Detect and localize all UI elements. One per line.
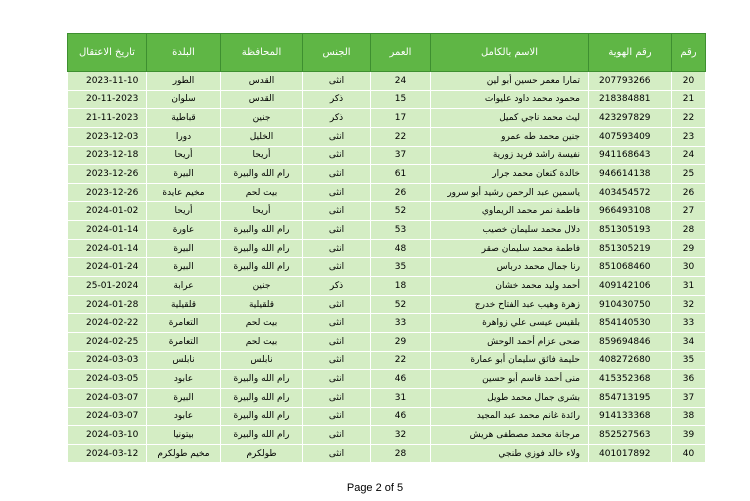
cell-arrest-date: 2024-03-05 <box>68 370 147 389</box>
cell-town: مخيم عايدة <box>147 183 221 202</box>
table-row <box>68 332 706 351</box>
cell-governorate: رام الله والبيرة <box>221 258 303 277</box>
cell-arrest-date: 2024-01-28 <box>68 295 147 314</box>
cell-seq: 35 <box>672 351 706 370</box>
cell-id-number: 941168643 <box>589 146 672 165</box>
cell-age: 61 <box>371 165 431 184</box>
cell-id-number: 401017892 <box>589 444 672 463</box>
cell-arrest-date: 2023-12-03 <box>68 127 147 146</box>
cell-town: عاورة <box>147 221 221 240</box>
cell-town: التعامرة <box>147 332 221 351</box>
cell-seq: 24 <box>672 146 706 165</box>
cell-age: 28 <box>371 444 431 463</box>
cell-id-number: 409142106 <box>589 277 672 296</box>
cell-age: 46 <box>371 370 431 389</box>
table-body <box>68 72 706 463</box>
cell-gender: انثى <box>303 72 371 91</box>
cell-arrest-date: 2024-01-24 <box>68 258 147 277</box>
cell-gender: انثى <box>303 221 371 240</box>
cell-town: بيتونيا <box>147 426 221 445</box>
column-header-full-name: الاسم بالكامل <box>431 34 589 72</box>
cell-governorate: القدس <box>221 72 303 91</box>
cell-full-name: محمود محمد داود عليوات <box>431 90 589 109</box>
table-row <box>68 370 706 389</box>
table-row <box>68 146 706 165</box>
table-row <box>68 388 706 407</box>
cell-seq: 28 <box>672 221 706 240</box>
cell-arrest-date: 2024-03-10 <box>68 426 147 445</box>
cell-governorate: الخليل <box>221 127 303 146</box>
cell-seq: 21 <box>672 90 706 109</box>
cell-gender: انثى <box>303 146 371 165</box>
cell-id-number: 423297829 <box>589 109 672 128</box>
cell-town: البيرة <box>147 388 221 407</box>
cell-seq: 25 <box>672 165 706 184</box>
cell-arrest-date: 2024-03-03 <box>68 351 147 370</box>
cell-seq: 29 <box>672 239 706 258</box>
cell-gender: انثى <box>303 426 371 445</box>
cell-governorate: جنين <box>221 277 303 296</box>
cell-age: 33 <box>371 314 431 333</box>
cell-full-name: بشرى جمال محمد طويل <box>431 388 589 407</box>
table-row <box>68 277 706 296</box>
cell-full-name: ياسمين عبد الرحمن رشيد أبو سرور <box>431 183 589 202</box>
cell-age: 17 <box>371 109 431 128</box>
table-row <box>68 72 706 91</box>
table-row <box>68 295 706 314</box>
cell-age: 29 <box>371 332 431 351</box>
column-header-town: البلدة <box>147 34 221 72</box>
cell-id-number: 851305219 <box>589 239 672 258</box>
cell-town: دورا <box>147 127 221 146</box>
table-row <box>68 444 706 463</box>
cell-arrest-date: 2024-02-22 <box>68 314 147 333</box>
cell-governorate: رام الله والبيرة <box>221 239 303 258</box>
cell-seq: 27 <box>672 202 706 221</box>
table-row <box>68 426 706 445</box>
cell-gender: انثى <box>303 314 371 333</box>
cell-town: نابلس <box>147 351 221 370</box>
cell-id-number: 946614138 <box>589 165 672 184</box>
cell-id-number: 914133368 <box>589 407 672 426</box>
cell-full-name: حليمة فائق سليمان أبو عمارة <box>431 351 589 370</box>
cell-age: 18 <box>371 277 431 296</box>
cell-id-number: 859694846 <box>589 332 672 351</box>
cell-governorate: رام الله والبيرة <box>221 388 303 407</box>
table-header-row <box>68 34 706 72</box>
cell-full-name: خالدة كنعان محمد جرار <box>431 165 589 184</box>
cell-id-number: 851305193 <box>589 221 672 240</box>
cell-gender: انثى <box>303 388 371 407</box>
cell-town: قباطية <box>147 109 221 128</box>
cell-full-name: ضحى عزام أحمد الوحش <box>431 332 589 351</box>
cell-id-number: 415352368 <box>589 370 672 389</box>
cell-town: أريحا <box>147 202 221 221</box>
cell-age: 48 <box>371 239 431 258</box>
cell-gender: انثى <box>303 407 371 426</box>
cell-town: البيرة <box>147 165 221 184</box>
cell-governorate: أريحا <box>221 146 303 165</box>
cell-seq: 40 <box>672 444 706 463</box>
cell-full-name: زهرة وهيب عبد الفتاح خدرج <box>431 295 589 314</box>
cell-seq: 36 <box>672 370 706 389</box>
cell-gender: انثى <box>303 258 371 277</box>
cell-governorate: بيت لحم <box>221 314 303 333</box>
cell-id-number: 854140530 <box>589 314 672 333</box>
table-row <box>68 109 706 128</box>
cell-seq: 39 <box>672 426 706 445</box>
column-header-gender: الجنس <box>303 34 371 72</box>
cell-arrest-date: 21-11-2023 <box>68 109 147 128</box>
cell-seq: 31 <box>672 277 706 296</box>
cell-seq: 23 <box>672 127 706 146</box>
cell-town: عابود <box>147 370 221 389</box>
cell-age: 26 <box>371 183 431 202</box>
cell-town: عابود <box>147 407 221 426</box>
cell-age: 53 <box>371 221 431 240</box>
cell-arrest-date: 2023-12-18 <box>68 146 147 165</box>
cell-arrest-date: 2023-12-26 <box>68 165 147 184</box>
cell-arrest-date: 2024-01-14 <box>68 239 147 258</box>
cell-gender: ذكر <box>303 109 371 128</box>
cell-id-number: 408272680 <box>589 351 672 370</box>
cell-arrest-date: 2023-11-10 <box>68 72 147 91</box>
cell-full-name: جنين محمد طه عمرو <box>431 127 589 146</box>
cell-full-name: منى أحمد قاسم أبو حسين <box>431 370 589 389</box>
column-header-arrest-date: تاريخ الاعتقال <box>68 34 147 72</box>
detainees-table-container <box>67 33 705 463</box>
cell-arrest-date: 2024-01-02 <box>68 202 147 221</box>
table-row <box>68 258 706 277</box>
cell-arrest-date: 25-01-2024 <box>68 277 147 296</box>
cell-id-number: 910430750 <box>589 295 672 314</box>
cell-town: قلقيلية <box>147 295 221 314</box>
cell-full-name: رنا جمال محمد درباس <box>431 258 589 277</box>
cell-town: الطور <box>147 72 221 91</box>
cell-gender: ذكر <box>303 277 371 296</box>
table-row <box>68 127 706 146</box>
cell-full-name: فاطمة نمر محمد الريماوي <box>431 202 589 221</box>
cell-gender: انثى <box>303 239 371 258</box>
table-row <box>68 90 706 109</box>
cell-governorate: بيت لحم <box>221 332 303 351</box>
cell-id-number: 851068460 <box>589 258 672 277</box>
cell-age: 15 <box>371 90 431 109</box>
cell-town: أريحا <box>147 146 221 165</box>
cell-governorate: أريحا <box>221 202 303 221</box>
cell-full-name: مرجانة محمد مصطفى هريش <box>431 426 589 445</box>
cell-gender: انثى <box>303 444 371 463</box>
cell-id-number: 854713195 <box>589 388 672 407</box>
cell-arrest-date: 20-11-2023 <box>68 90 147 109</box>
column-header-seq: رقم <box>672 34 706 72</box>
cell-gender: انثى <box>303 351 371 370</box>
cell-town: البيرة <box>147 239 221 258</box>
table-row <box>68 183 706 202</box>
cell-age: 31 <box>371 388 431 407</box>
cell-full-name: دلال محمد سليمان خصيب <box>431 221 589 240</box>
table-row <box>68 351 706 370</box>
cell-town: البيرة <box>147 258 221 277</box>
cell-arrest-date: 2024-01-14 <box>68 221 147 240</box>
cell-id-number: 403454572 <box>589 183 672 202</box>
cell-age: 52 <box>371 295 431 314</box>
cell-seq: 30 <box>672 258 706 277</box>
cell-full-name: أحمد وليد محمد خشان <box>431 277 589 296</box>
cell-id-number: 207793266 <box>589 72 672 91</box>
cell-full-name: فاطمة محمد سليمان صقر <box>431 239 589 258</box>
table-row <box>68 407 706 426</box>
cell-age: 46 <box>371 407 431 426</box>
cell-governorate: القدس <box>221 90 303 109</box>
cell-governorate: رام الله والبيرة <box>221 370 303 389</box>
page-number: Page 2 of 5 <box>346 482 404 494</box>
cell-town: التعامرة <box>147 314 221 333</box>
cell-gender: انثى <box>303 183 371 202</box>
cell-age: 22 <box>371 127 431 146</box>
cell-governorate: طولكرم <box>221 444 303 463</box>
column-header-governorate: المحافظة <box>221 34 303 72</box>
column-header-age: العمر <box>371 34 431 72</box>
cell-id-number: 407593409 <box>589 127 672 146</box>
cell-age: 37 <box>371 146 431 165</box>
cell-governorate: قلقيلية <box>221 295 303 314</box>
cell-town: عرابة <box>147 277 221 296</box>
table-row <box>68 165 706 184</box>
cell-seq: 34 <box>672 332 706 351</box>
cell-town: سلوان <box>147 90 221 109</box>
cell-full-name: رائدة غانم محمد عبد المجيد <box>431 407 589 426</box>
table-row <box>68 202 706 221</box>
cell-governorate: رام الله والبيرة <box>221 221 303 240</box>
table-row <box>68 239 706 258</box>
cell-age: 35 <box>371 258 431 277</box>
table-row <box>68 221 706 240</box>
cell-town: مخيم طولكرم <box>147 444 221 463</box>
cell-arrest-date: 2023-12-26 <box>68 183 147 202</box>
cell-gender: انثى <box>303 332 371 351</box>
cell-seq: 22 <box>672 109 706 128</box>
cell-gender: انثى <box>303 202 371 221</box>
cell-full-name: نفيسة راشد فريد زورية <box>431 146 589 165</box>
cell-seq: 37 <box>672 388 706 407</box>
cell-arrest-date: 2024-03-12 <box>68 444 147 463</box>
cell-governorate: رام الله والبيرة <box>221 426 303 445</box>
cell-full-name: تمارا معمر حسين أبو لين <box>431 72 589 91</box>
cell-governorate: نابلس <box>221 351 303 370</box>
detainees-table <box>67 33 706 463</box>
cell-gender: انثى <box>303 165 371 184</box>
cell-gender: انثى <box>303 295 371 314</box>
cell-id-number: 852527563 <box>589 426 672 445</box>
cell-gender: ذكر <box>303 90 371 109</box>
cell-age: 52 <box>371 202 431 221</box>
cell-full-name: بلقيس عيسى علي زواهرة <box>431 314 589 333</box>
cell-seq: 33 <box>672 314 706 333</box>
cell-seq: 26 <box>672 183 706 202</box>
cell-age: 32 <box>371 426 431 445</box>
cell-full-name: ولاء خالد فوزي طنجي <box>431 444 589 463</box>
table-row <box>68 314 706 333</box>
cell-seq: 20 <box>672 72 706 91</box>
cell-gender: انثى <box>303 370 371 389</box>
cell-seq: 32 <box>672 295 706 314</box>
cell-governorate: رام الله والبيرة <box>221 407 303 426</box>
cell-full-name: ليث محمد ناجي كميل <box>431 109 589 128</box>
cell-id-number: 218384881 <box>589 90 672 109</box>
cell-gender: انثى <box>303 127 371 146</box>
column-header-id-number: رقم الهوية <box>589 34 672 72</box>
cell-age: 22 <box>371 351 431 370</box>
cell-governorate: رام الله والبيرة <box>221 165 303 184</box>
cell-arrest-date: 2024-03-07 <box>68 407 147 426</box>
cell-seq: 38 <box>672 407 706 426</box>
cell-id-number: 966493108 <box>589 202 672 221</box>
cell-governorate: جنين <box>221 109 303 128</box>
cell-arrest-date: 2024-03-07 <box>68 388 147 407</box>
cell-arrest-date: 2024-02-25 <box>68 332 147 351</box>
cell-governorate: بيت لحم <box>221 183 303 202</box>
cell-age: 24 <box>371 72 431 91</box>
